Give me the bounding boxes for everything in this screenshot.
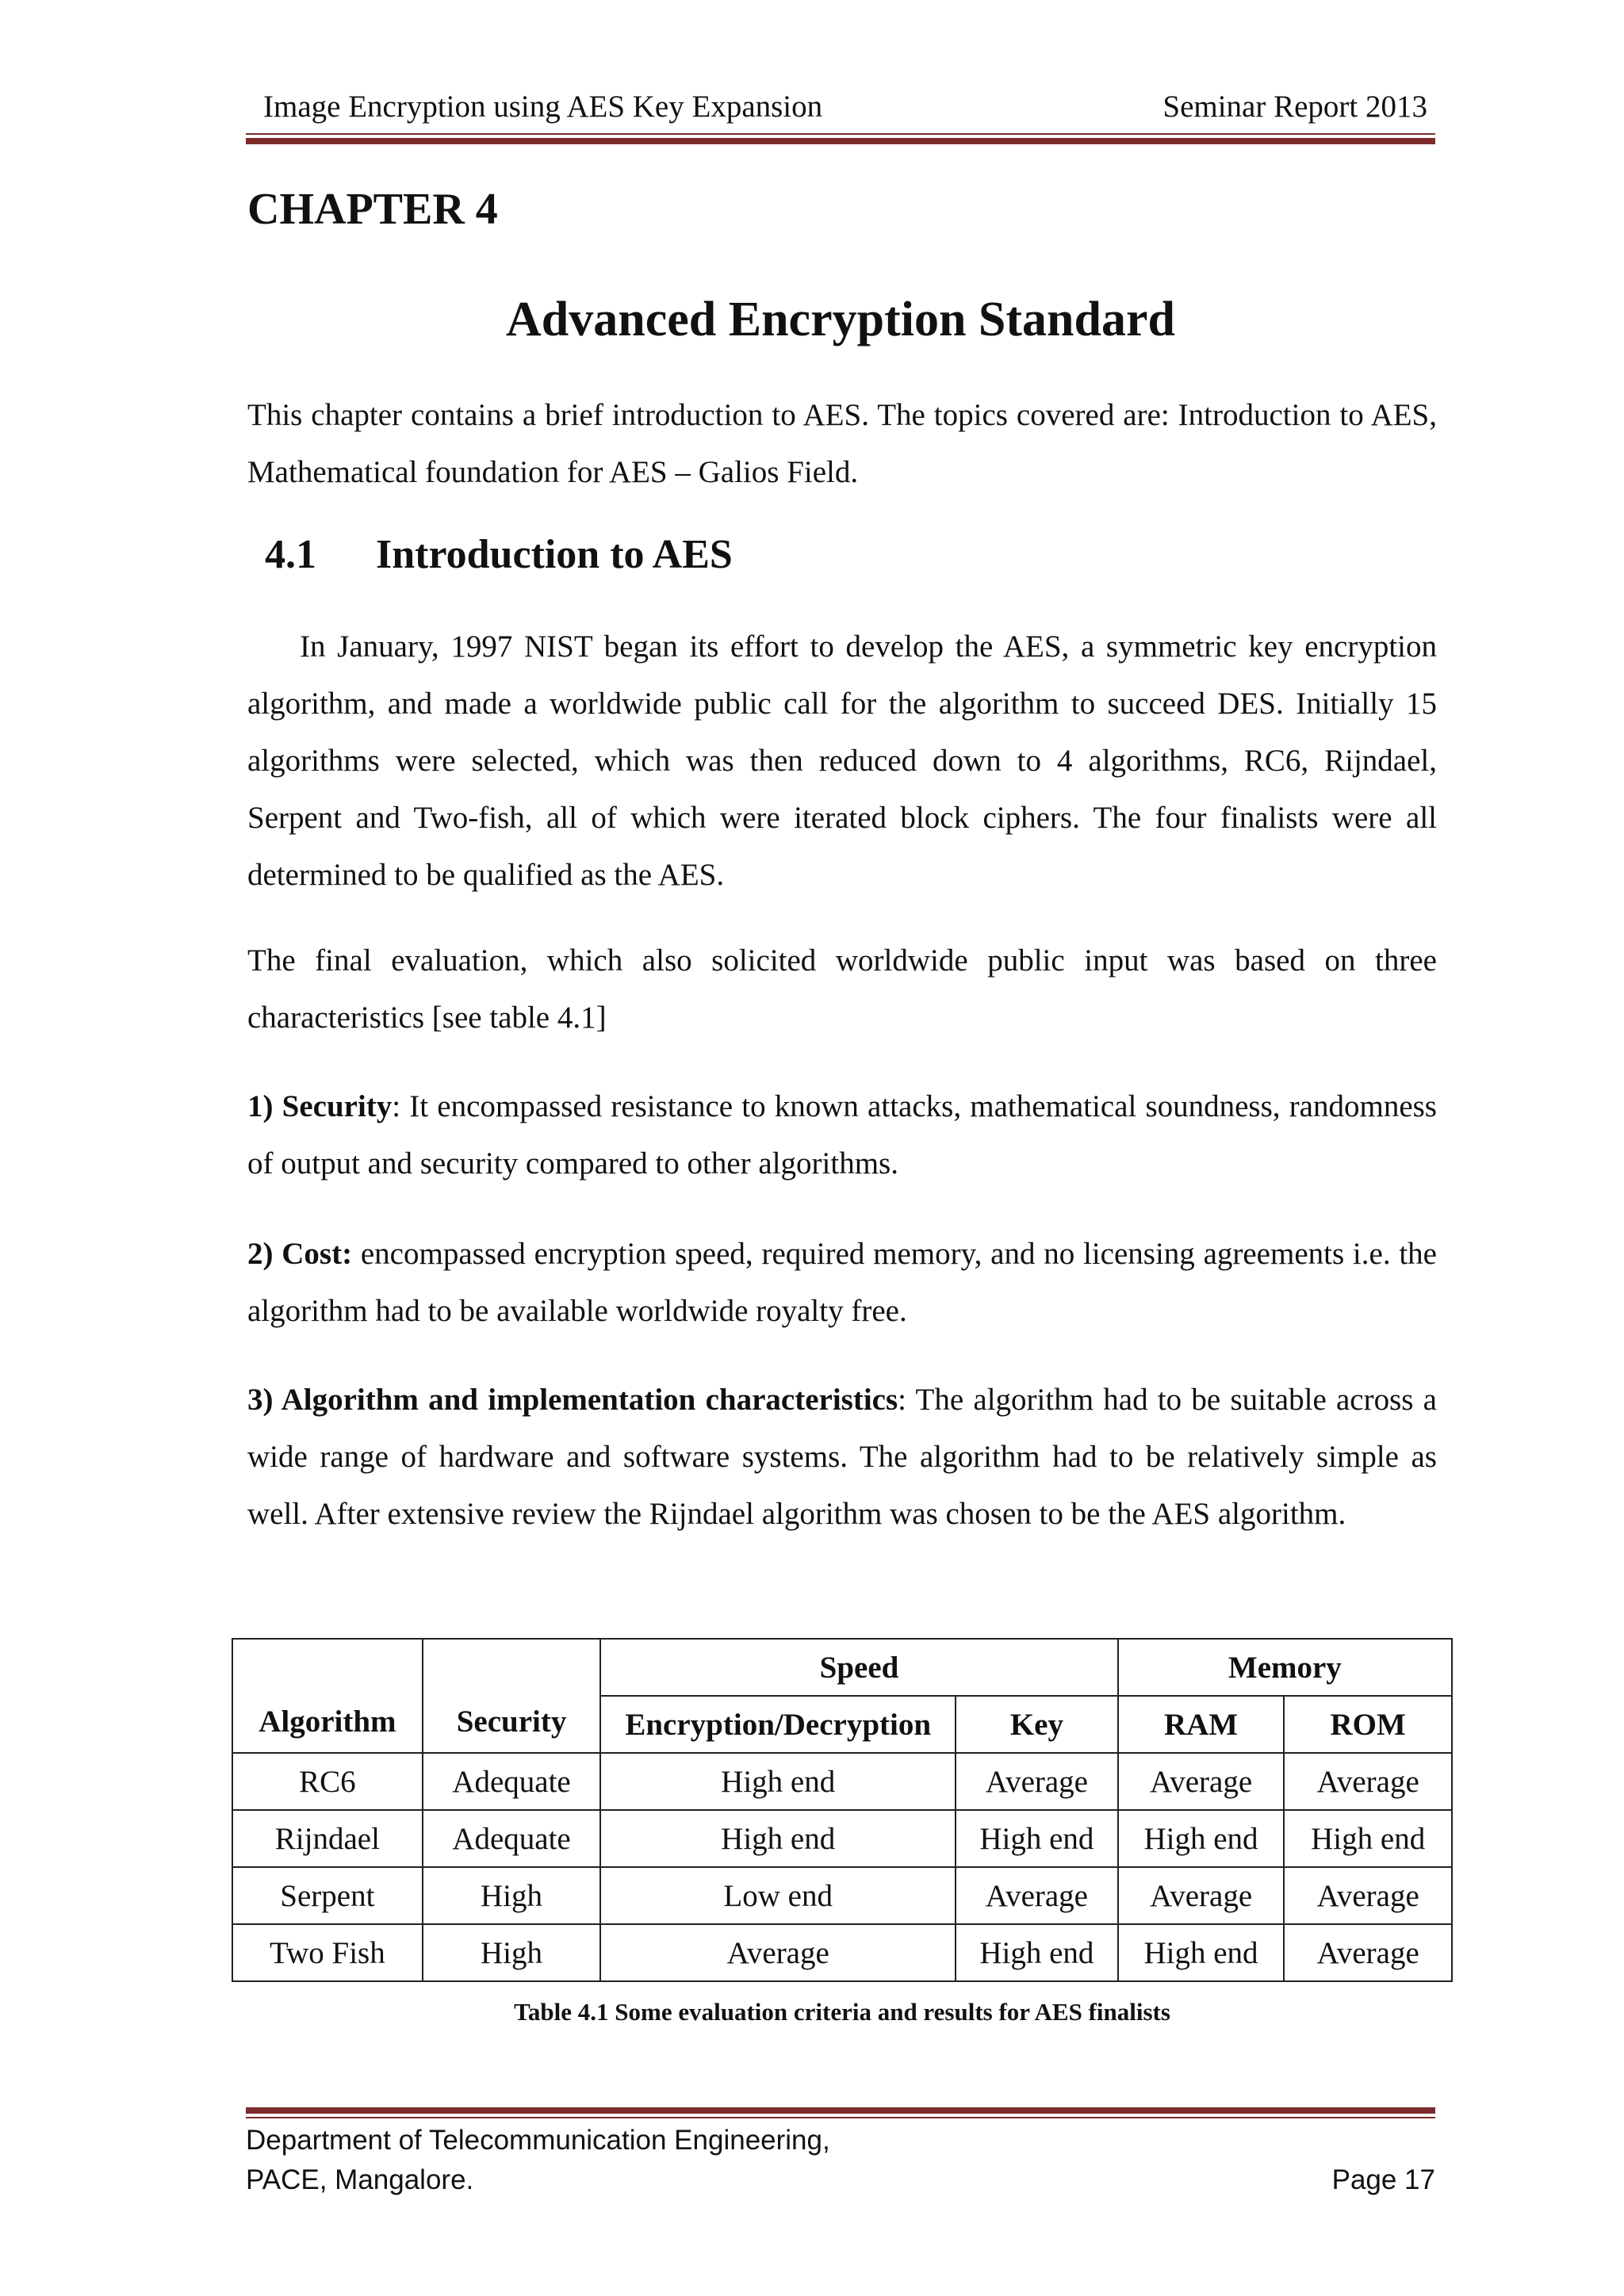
cell-security: Adequate	[423, 1810, 601, 1867]
section-title: Introduction to AES	[376, 532, 733, 577]
col-header-algorithm: Algorithm	[232, 1639, 423, 1753]
criterion-implementation-text: The algorithm had to be suitable across a wide range of hardware and software systems. The algorithm had to be relatively simple as well. After extensive review the Rijndael algorithm was chosen to be the AES algorithm.	[247, 1383, 1437, 1531]
cell-key: Average	[956, 1753, 1118, 1810]
criterion-security-sep: :	[392, 1089, 401, 1123]
cell-encdec: Low end	[600, 1867, 956, 1924]
col-header-encdec: Encryption/Decryption	[600, 1696, 956, 1753]
footer-rule-thin	[246, 2117, 1435, 2118]
cell-key: High end	[956, 1810, 1118, 1867]
footer-department: Department of Telecommunication Engineering,	[246, 2125, 830, 2156]
chapter-title: Advanced Encryption Standard	[505, 293, 1176, 346]
criterion-implementation-label: 3) Algorithm and implementation characteristics	[247, 1383, 898, 1417]
criterion-security-text: It encompassed resistance to known attacks, mathematical soundness, randomness of output and security compared to other algorithms.	[247, 1089, 1437, 1181]
cell-algorithm: Two Fish	[232, 1924, 423, 1981]
col-header-rom: ROM	[1284, 1696, 1452, 1753]
criterion-implementation	[247, 1372, 1437, 1543]
table-row	[232, 1753, 1452, 1810]
criterion-cost-label: 2) Cost:	[247, 1237, 353, 1271]
cell-rom: High end	[1284, 1810, 1452, 1867]
cell-ram: Average	[1118, 1753, 1285, 1810]
table-header-row-groups	[232, 1639, 1452, 1696]
table-caption: Table 4.1 Some evaluation criteria and results for AES finalists	[514, 1998, 1170, 2026]
cell-security: High	[423, 1867, 601, 1924]
evaluation-table	[232, 1638, 1453, 1982]
table-row	[232, 1810, 1452, 1867]
cell-rom: Average	[1284, 1753, 1452, 1810]
header-rule-thick	[246, 138, 1435, 144]
cell-key: Average	[956, 1867, 1118, 1924]
header-rule-thin	[246, 133, 1435, 135]
header-report-label: Seminar Report 2013	[1162, 90, 1427, 124]
footer-place: PACE, Mangalore.	[246, 2164, 474, 2195]
cell-rom: Average	[1284, 1867, 1452, 1924]
chapter-intro: This chapter contains a brief introduction to AES. The topics covered are: Introduction to AES, Mathematical foundation for AES – Galios Field.	[247, 398, 1437, 489]
cell-algorithm: Serpent	[232, 1867, 423, 1924]
cell-encdec: High end	[600, 1753, 956, 1810]
cell-encdec: Average	[600, 1924, 956, 1981]
header-title: Image Encryption using AES Key Expansion	[263, 90, 823, 124]
criterion-security	[247, 1078, 1437, 1192]
cell-security: Adequate	[423, 1753, 601, 1810]
cell-rom: Average	[1284, 1924, 1452, 1981]
chapter-label: CHAPTER 4	[247, 185, 498, 234]
footer-page-number: Page 17	[1331, 2164, 1435, 2195]
criterion-cost	[247, 1226, 1437, 1340]
group-header-speed: Speed	[600, 1639, 1117, 1696]
table-row	[232, 1867, 1452, 1924]
cell-ram: High end	[1118, 1924, 1285, 1981]
running-header	[246, 89, 1435, 136]
cell-algorithm: RC6	[232, 1753, 423, 1810]
table-row	[232, 1924, 1452, 1981]
cell-encdec: High end	[600, 1810, 956, 1867]
section-heading	[265, 531, 733, 578]
paragraph-history: In January, 1997 NIST began its effort to develop the AES, a symmetric key encryption algorithm, and made a worldwide public call for the algorithm to succeed DES. Initially 15 algorithms were selected, which was then reduced down to 4 algorithms, RC6, Rijndael, Serpent and Two-fish, all of which were iterated block ciphers. The four finalists were all determined to be qualified as the AES.	[247, 629, 1437, 892]
cell-algorithm: Rijndael	[232, 1810, 423, 1867]
footer-rule-thick	[246, 2107, 1435, 2114]
cell-ram: High end	[1118, 1810, 1285, 1867]
col-header-security: Security	[423, 1639, 601, 1753]
section-number: 4.1	[265, 532, 316, 577]
col-header-ram: RAM	[1118, 1696, 1285, 1753]
criterion-implementation-sep: :	[898, 1383, 907, 1417]
paragraph-evaluation: The final evaluation, which also solicited worldwide public input was based on three characteristics [see table 4.1]	[247, 943, 1437, 1035]
criterion-cost-text: encompassed encryption speed, required memory, and no licensing agreements i.e. the algorithm had to be available worldwide royalty free.	[247, 1237, 1437, 1328]
group-header-memory: Memory	[1118, 1639, 1452, 1696]
col-header-key: Key	[956, 1696, 1118, 1753]
criterion-security-label: 1) Security	[247, 1089, 393, 1123]
cell-ram: Average	[1118, 1867, 1285, 1924]
cell-security: High	[423, 1924, 601, 1981]
cell-key: High end	[956, 1924, 1118, 1981]
